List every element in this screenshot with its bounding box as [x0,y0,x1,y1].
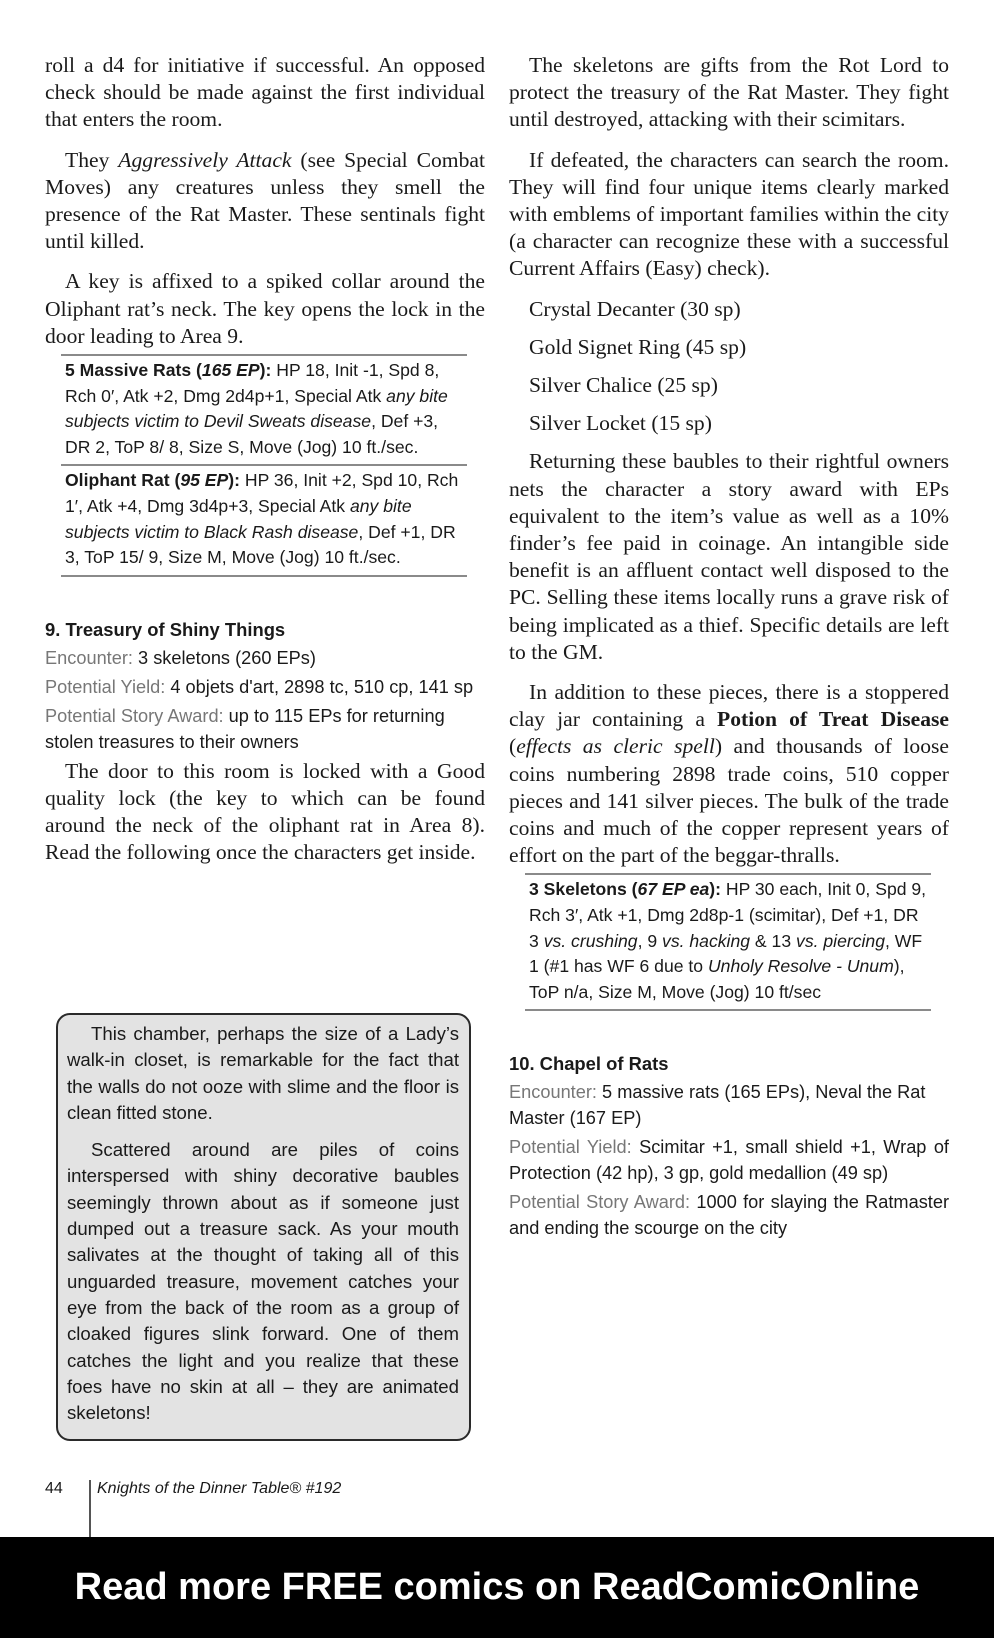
paragraph: If defeated, the characters can search the room. They will find four unique items clearly marked with emblems of important families within the city (a character can recognize these with a successful Current Affairs (Easy) check). [509,147,949,281]
area-9-encounter: Encounter: 3 skeletons (260 EPs) [45,647,316,668]
area-9-story-award: Potential Story Award: up to 115 EPs for returning stolen treasures to their owners [45,705,445,752]
stat-block-oliphant-rat: Oliphant Rat (95 EP): HP 36, Init +2, Spd 10, Rch 1′, Atk +4, Dmg 3d4p+3, Special Atk any bite subjects victim to Black Rash disease, Def +1, DR 3, ToP 15/ 9, Size M, Move (Jog) 10 ft./sec. [61,466,467,576]
paragraph: Returning these baubles to their rightful owners nets the character a story award with EPs equivalent to the item’s value as well as a 10% finder’s fee paid in coinage. An intangible side benefit is an affluent contact well disposed to the PC. Selling these items locally runs a grave risk of being implicated as a thief. Specific details are left to the GM. [509,449,949,664]
treasure-list [509,296,949,438]
stat-block-massive-rats: 5 Massive Rats (165 EP): HP 18, Init -1, Spd 8, Rch 0′, Atk +2, Dmg 2d4p+1, Special Atk any bite subjects victim to Devil Sweats disease, Def +3, DR 2, ToP 8/ 8, Size S, Move (Jog) 10 ft./sec. [61,354,467,466]
paragraph: The skeletons are gifts from the Rot Lord to protect the treasury of the Rat Master. They fight until destroyed, attacking with their scimitars. [509,53,949,132]
area-9-title: 9. Treasury of Shiny Things [45,618,286,640]
footer-divider [89,1480,91,1538]
list-item: Silver Chalice (25 sp) [529,373,718,398]
area-10-yield: Potential Yield: Scimitar +1, small shield +1, Wrap of Protection (42 hp), 3 gp, gold medallion (49 sp) [509,1137,949,1184]
area-10-title: 10. Chapel of Rats [509,1053,669,1075]
list-item: Silver Locket (15 sp) [529,411,712,436]
area-9-yield: Potential Yield: 4 objets d'art, 2898 tc, 510 cp, 141 sp [45,676,474,697]
left-column [45,52,485,880]
paragraph: They Aggressively Attack (see Special Combat Moves) any creatures unless they smell the presence of the Rat Master. These sentinals fight until killed. [45,147,485,254]
area-10-encounter: Encounter: 5 massive rats (165 EPs), Neval the Rat Master (167 EP) [509,1082,926,1129]
right-column [509,52,949,1244]
page-footer [45,1480,445,1538]
stat-block-skeletons: 3 Skeletons (67 EP ea): HP 30 each, Init 0, Spd 9, Rch 3′, Atk +1, Dmg 2d8p-1 (scimitar), Def +1, DR 3 vs. crushing, 9 vs. hacking & 13 vs. piercing, WF 1 (#1 has WF 6 due to Unholy Resolve - Unum), ToP n/a, Size M, Move (Jog) 10 ft/sec [525,873,931,1011]
paragraph: roll a d4 for initiative if successful. An opposed check should be made against the first individual that enters the room. [45,53,485,132]
promo-banner[interactable] [0,1537,994,1638]
read-aloud-paragraph: Scattered around are piles of coins interspersed with shiny decorative baubles seemingly thrown about as if someone just dumped out a treasure sack. As your mouth salivates at the thought of taking all of this unguarded treasure, movement catches your eye from the back of the room as a group of cloaked figures slink forward. One of them catches the light and you realize that these foes have no skin at all – they are animated skeletons! [67,1139,459,1424]
publication-title: Knights of the Dinner Table® #192 [97,1480,342,1497]
promo-banner-text: Read more FREE comics on ReadComicOnline [74,1566,920,1608]
paragraph: The door to this room is locked with a Good quality lock (the key to which can be found around the neck of the oliphant rat in Area 8). Read the following once the characters get inside. [45,758,485,865]
read-aloud-box [56,1013,471,1441]
paragraph: A key is affixed to a spiked collar around the Oliphant rat’s neck. The key opens the lock in the door leading to Area 9. [45,269,485,348]
list-item: Crystal Decanter (30 sp) [529,296,741,321]
area-10-story-award: Potential Story Award: 1000 for slaying the Ratmaster and ending the scourge on the city [509,1192,950,1239]
page-number: 44 [45,1480,63,1497]
list-item: Gold Signet Ring (45 sp) [529,334,747,359]
paragraph: In addition to these pieces, there is a stoppered clay jar containing a Potion of Treat Disease (effects as cleric spell) and thousands of loose coins numbering 2898 trade coins, 510 copper pieces and 141 silver pieces. The bulk of the trade coins and much of the copper represent years of effort on the part of the beggar-thralls. [509,680,949,868]
read-aloud-paragraph: This chamber, perhaps the size of a Lady’s walk-in closet, is remarkable for the fact that the walls do not ooze with slime and the floor is clean fitted stone. [67,1023,459,1123]
